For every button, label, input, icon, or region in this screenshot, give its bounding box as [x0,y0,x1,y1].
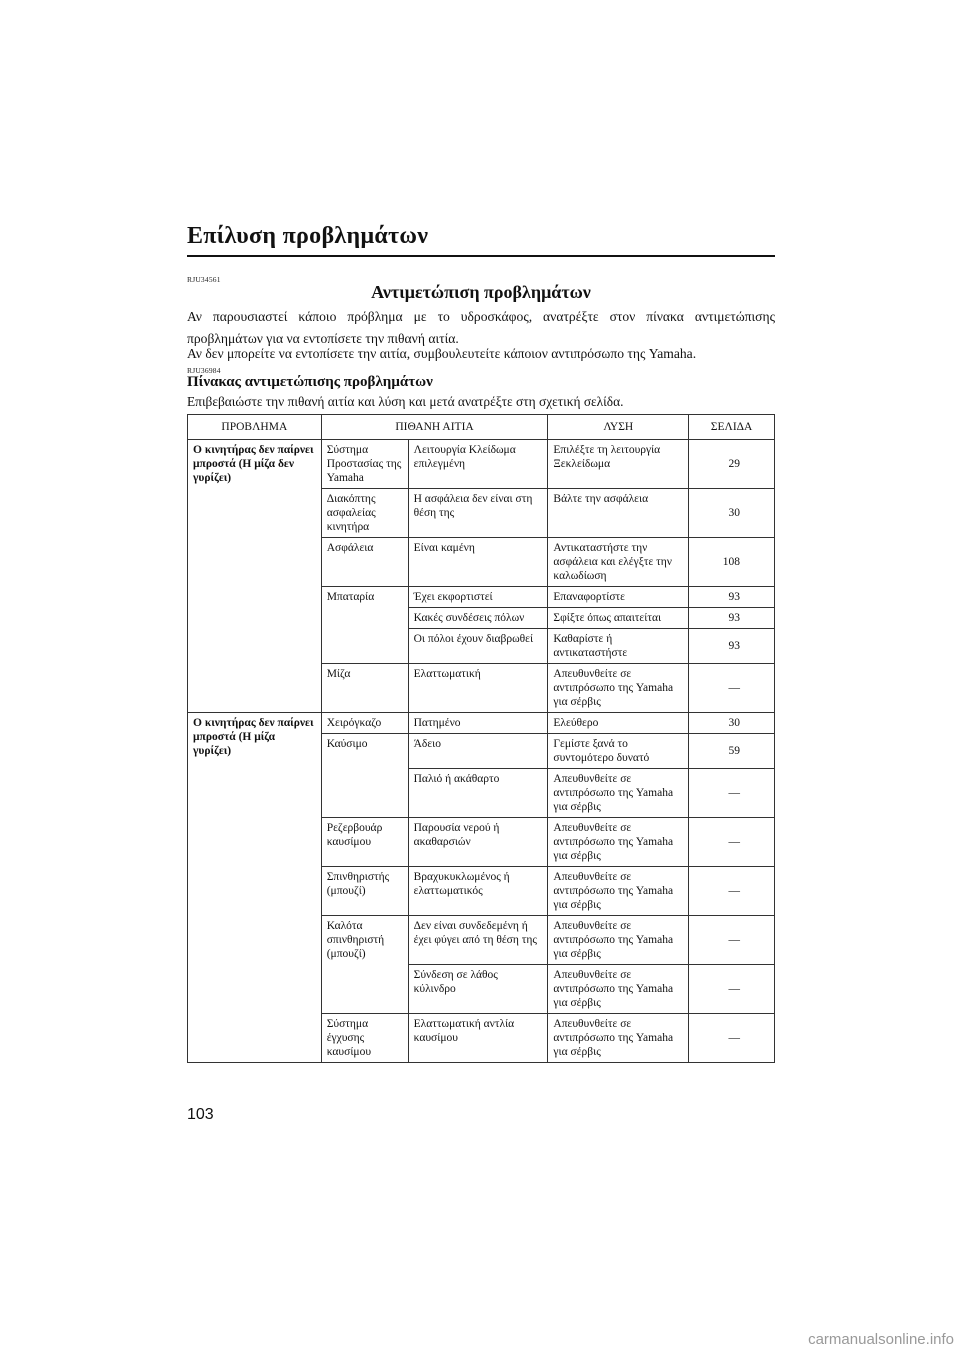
page-cell: 59 [689,734,775,769]
solution-cell: Απευθυνθείτε σε αντιπρόσωπο της Yamaha για σέρβις [548,916,689,965]
component-cell: Μπαταρία [321,587,408,664]
solution-cell: Απευθυνθείτε σε αντιπρόσωπο της Yamaha για σέρβις [548,664,689,713]
solution-cell: Επαναφορτίστε [548,587,689,608]
cause-cell: Δεν είναι συνδεδεμένη ή έχει φύγει από τη θέση της [408,916,548,965]
page-cell: 93 [689,587,775,608]
page-cell: 93 [689,629,775,664]
section-title: Αντιμετώπιση προβλημάτων [371,282,591,302]
cause-cell: Βραχυκυκλωμένος ή ελαττωματικός [408,867,548,916]
page-cell: 30 [689,489,775,538]
table-row [188,440,775,489]
solution-cell: Αντικαταστήστε την ασφάλεια και ελέγξτε την καλωδίωση [548,538,689,587]
component-cell: Μίζα [321,664,408,713]
solution-cell: Απευθυνθείτε σε αντιπρόσωπο της Yamaha για σέρβις [548,818,689,867]
chapter-title: Επίλυση προβλημάτων [187,222,775,257]
section-code: RJU34561 [187,275,221,284]
page-cell: — [689,916,775,965]
cause-cell: Οι πόλοι έχουν διαβρωθεί [408,629,548,664]
page-number: 103 [187,1106,214,1123]
solution-cell: Επιλέξτε τη λειτουργία Ξεκλείδωμα [548,440,689,489]
header-solution: ΛΥΣΗ [548,415,689,440]
page-cell: — [689,867,775,916]
cause-cell: Ελαττωματική [408,664,548,713]
cause-cell: Κακές συνδέσεις πόλων [408,608,548,629]
cause-cell: Ελαττωματική αντλία καυσίμου [408,1014,548,1063]
component-cell: Χειρόγκαζο [321,713,408,734]
page-cell: 30 [689,713,775,734]
subsection-intro: Επιβεβαιώστε την πιθανή αιτία και λύση και μετά ανατρέξτε στη σχετική σελίδα. [187,394,624,409]
header-page: ΣΕΛΙΔΑ [689,415,775,440]
component-cell: Σύστημα Προστασίας της Yamaha [321,440,408,489]
component-cell: Ρεζερβουάρ καυσίμου [321,818,408,867]
page-cell: — [689,1014,775,1063]
page-cell: 108 [689,538,775,587]
cause-cell: Παλιό ή ακάθαρτο [408,769,548,818]
page-cell: — [689,664,775,713]
cause-cell: Σύνδεση σε λάθος κύλινδρο [408,965,548,1014]
header-problem: ΠΡΟΒΛΗΜΑ [188,415,322,440]
solution-cell: Απευθυνθείτε σε αντιπρόσωπο της Yamaha για σέρβις [548,1014,689,1063]
cause-cell: Έχει εκφορτιστεί [408,587,548,608]
table-row [188,713,775,734]
page-cell: — [689,965,775,1014]
page-cell: — [689,818,775,867]
subsection-code: RJU36984 [187,366,221,375]
header-cause: ΠΙΘΑΝΗ ΑΙΤΙΑ [321,415,548,440]
troubleshooting-table [187,414,775,1063]
problem-cell: Ο κινητήρας δεν παίρνει μπροστά (Η μίζα γυρίζει) [188,713,322,1063]
component-cell: Ασφάλεια [321,538,408,587]
cause-cell: Πατημένο [408,713,548,734]
solution-cell: Ελεύθερο [548,713,689,734]
cause-cell: Άδειο [408,734,548,769]
solution-cell: Σφίξτε όπως απαιτείται [548,608,689,629]
component-cell: Σύστημα έγχυσης καυσίμου [321,1014,408,1063]
solution-cell: Καθαρίστε ή αντικαταστήστε [548,629,689,664]
page-cell: 29 [689,440,775,489]
page-cell: 93 [689,608,775,629]
cause-cell: Είναι καμένη [408,538,548,587]
solution-cell: Γεμίστε ξανά το συντομότερο δυνατό [548,734,689,769]
page-cell: — [689,769,775,818]
cause-cell: Λειτουργία Κλείδωμα επιλεγμένη [408,440,548,489]
solution-cell: Απευθυνθείτε σε αντιπρόσωπο της Yamaha για σέρβις [548,965,689,1014]
cause-cell: Παρουσία νερού ή ακαθαρσιών [408,818,548,867]
component-cell: Καλότα σπινθηριστή (μπουζί) [321,916,408,1014]
intro-paragraph-2: Αν δεν μπορείτε να εντοπίσετε την αιτία, συμβουλευτείτε κάποιον αντιπρόσωπο της Yamaha. [187,346,697,361]
table-header-row [188,415,775,440]
component-cell: Σπινθηριστής (μπουζί) [321,867,408,916]
solution-cell: Βάλτε την ασφάλεια [548,489,689,538]
cause-cell: Η ασφάλεια δεν είναι στη θέση της [408,489,548,538]
subsection-title: Πίνακας αντιμετώπισης προβλημάτων [187,374,433,390]
intro-paragraph-1: Αν παρουσιαστεί κάποιο πρόβλημα με το υδροσκάφος, ανατρέξτε στον πίνακα αντιμετώπισης προβλημάτων για να εντοπίσετε την πιθανή αιτία. [187,309,775,346]
solution-cell: Απευθυνθείτε σε αντιπρόσωπο της Yamaha για σέρβις [548,769,689,818]
problem-cell: Ο κινητήρας δεν παίρνει μπροστά (Η μίζα δεν γυρίζει) [188,440,322,713]
watermark: carmanualsonline.info [808,1331,954,1348]
component-cell: Διακόπτης ασφαλείας κινητήρα [321,489,408,538]
component-cell: Καύσιμο [321,734,408,818]
solution-cell: Απευθυνθείτε σε αντιπρόσωπο της Yamaha για σέρβις [548,867,689,916]
